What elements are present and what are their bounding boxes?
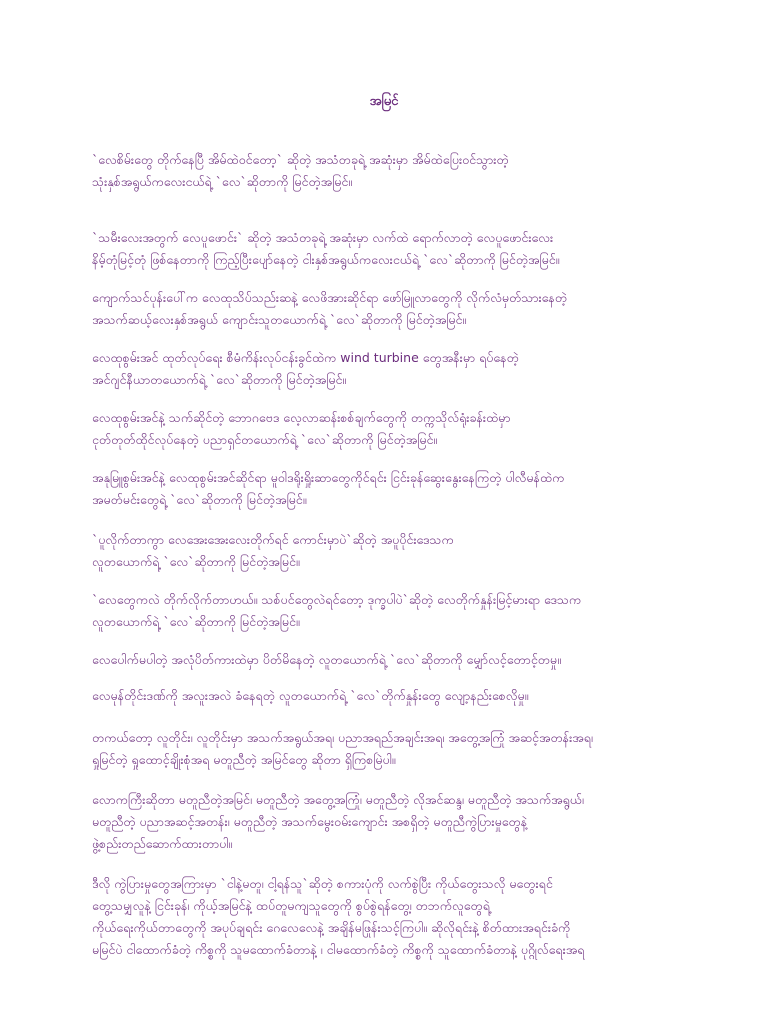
paragraph-7 — [92, 529, 712, 573]
paragraph-line: လေထုစွမ်းအင် ထုတ်လုပ်ရေး စီမံကိန်းလုပ်ငန်းခွင်ထဲက wind turbine တွေအနီးမှာ ရပ်နေတဲ့ — [92, 350, 519, 365]
paragraph-11 — [92, 727, 712, 771]
paragraph-line: အမတ်မင်းတွေရဲ့ `လေ`ဆိုတာကို မြင်တဲ့အမြင်။ — [92, 492, 307, 507]
paragraph-line: `လေတွေကလဲ တိုက်လိုက်တာဟယ်။ သစ်ပင်တွေလဲရင်တော့ ဒုက္ခပါပဲ`ဆိုတဲ့ လေတိုက်နှုန်းမြင့်မားရာ ဒေသက — [92, 592, 582, 607]
paragraph-line: လေထုစွမ်းအင်နဲ့ သက်ဆိုင်တဲ့ ဘောဂဗေဒ လေ့လာဆန်းစစ်ချက်တွေကို တက္ကသိုလ်ရုံးခန်းထဲမှာ — [92, 410, 511, 425]
paragraph-line: မတူညီတဲ့ ပညာအဆင့်အတန်း၊ မတူညီတဲ့ အသက်မွေးဝမ်းကျောင်း အစရှိတဲ့ မတူညီကွဲပြားမှုတွေနဲ့ — [92, 814, 528, 829]
paragraph-line: အနုမြူစွမ်းအင်နဲ့ လေထုစွမ်းအင်ဆိုင်ရာ မူဝါဒရိုးရှိုးဆာတွေကိုင်ရင်း ငြင်းခုန်ဆွေးနွေးနေကြတဲ့ ပါလီမန်ထဲက — [92, 470, 565, 485]
paragraph-line: လောကကြီးဆိုတာ မတူညီတဲ့အမြင်၊ မတူညီတဲ့ အတွေ့အကြုံ၊ မတူညီတဲ့ လိုအင်ဆန္ဒ၊ မတူညီတဲ့ အသက်အရွယ်၊ — [92, 792, 584, 807]
paragraph-line: လေမုန်တိုင်းဒဏ်ကို အလူးအလဲ ခံနေရတဲ့ လူတယောက်ရဲ့ `လေ`တိုက်နှုန်းတွေ လျော့နည်းစေလိုမှု။ — [92, 688, 529, 703]
paragraph-4 — [92, 347, 712, 391]
paragraph-12 — [92, 789, 712, 855]
paragraph-line: ဖွဲ့စည်းတည်ဆောက်ထားတာပါ။ — [92, 836, 233, 851]
paragraph-line: အသက်ဆယ့်လေးနှစ်အရွယ် ကျောင်းသူတယောက်ရဲ့ `လေ`ဆိုတာကို မြင်တဲ့အမြင်။ — [92, 312, 467, 327]
paragraph-line: `လေစိမ်းတွေ တိုက်နေပြီ အိမ်ထဲဝင်တော့` ဆိုတဲ့ အသံတခုရဲ့ အဆုံးမှာ အိမ်ထဲပြေးဝင်သွားတဲ့ — [92, 152, 509, 167]
paragraph-2 — [92, 227, 712, 271]
paragraph-line: တွေ့သမျှလူနဲ့ ငြင်းခုန်၊ ကိုယ့်အမြင်နဲ့ ထပ်တူမကျသူတွေကို စွပ်စွဲရန်တွေ့၊ တဘက်လူတွေရဲ့ — [92, 898, 490, 913]
paragraph-line: အင်ဂျင်နီယာတယောက်ရဲ့ `လေ`ဆိုတာကို မြင်တဲ့အမြင်။ — [92, 372, 347, 387]
paragraph-line: လေပေါက်မပါတဲ့ အလုံပိတ်ကားထဲမှာ ပိတ်မိနေတဲ့ လူတယောက်ရဲ့ `လေ`ဆိုတာကို မျှော်လင့်တောင့်တမှု။ — [92, 652, 561, 667]
paragraph-line: ကိုယ်ရေးကိုယ်တာတွေကို အပုပ်ချရင်း ဂေလေလေနဲ့ အချိန်မဖြုန်းသင့်ကြပါ။ ဆိုလိုရင်းနဲ့ စိတ်ထားအရင်းခံကို — [92, 920, 571, 935]
document-title: အမြင် — [369, 94, 399, 109]
paragraph-8 — [92, 589, 712, 633]
paragraph-1 — [92, 149, 712, 193]
paragraph-13 — [92, 873, 712, 961]
paragraph-line: ကျောက်သင်ပုန်းပေါ်က လေထုသိပ်သည်းဆနဲ့ လေဖိအားဆိုင်ရာ ဖော်မြူလာတွေကို လိုက်လံမှတ်သားနေတဲ့ — [92, 290, 568, 305]
paragraph-line: မမြင်ပဲ ငါထောက်ခံတဲ့ ကိစ္စကို သူမထောက်ခံတာနဲ့ ၊ ငါမထောက်ခံတဲ့ ကိစ္စကို သူထောက်ခံတာနဲ့ ပုဂ္ဂိုလ်ရေးအရ — [92, 942, 585, 957]
paragraph-line: တကယ်တော့ လူတိုင်း၊ လူတိုင်းမှာ အသက်အရွယ်အရ၊ ပညာအရည်အချင်းအရ၊ အတွေ့အကြုံ အဆင့်အတန်းအရ၊ — [92, 730, 593, 745]
paragraph-line: ဒီလို ကွဲပြားမှုတွေအကြားမှာ `ငါနဲ့မတူ၊ ငါ့ရန်သူ`ဆိုတဲ့ စကားပုံကို လက်စွဲပြီး ကိုယ်တွေးသလို မတွေးရင် — [92, 876, 553, 891]
paragraph-line: နိမ့်တုံမြင့်တုံ ဖြစ်နေတာကို ကြည့်ပြီးပျော်နေတဲ့ ငါးနှစ်အရွယ်ကလေးငယ်ရဲ့ `လေ`ဆိုတာကို မြင်တဲ့အမြင်။ — [92, 252, 560, 267]
paragraph-3 — [92, 287, 712, 331]
paragraph-5 — [92, 407, 712, 451]
paragraph-line: လူတယောက်ရဲ့ `လေ`ဆိုတာကို မြင်တဲ့အမြင်။ — [92, 554, 300, 569]
paragraph-9 — [92, 649, 712, 671]
paragraph-line: `သမီးလေးအတွက် လေပူဖောင်း` ဆိုတဲ့ အသံတခုရဲ့ အဆုံးမှာ လက်ထဲ ရောက်လာတဲ့ လေပူဖောင်းလေး — [92, 230, 554, 245]
paragraph-line: သုံးနှစ်အရွယ်ကလေးငယ်ရဲ့ `လေ`ဆိုတာကို မြင်တဲ့အမြင်။ — [92, 174, 353, 189]
paragraph-line: ငုတ်တုတ်ထိုင်လုပ်နေတဲ့ ပညာရှင်တယောက်ရဲ့ `လေ`ဆိုတာကို မြင်တဲ့အမြင်။ — [92, 432, 438, 447]
paragraph-6 — [92, 467, 712, 511]
paragraph-line: လူတယောက်ရဲ့ `လေ`ဆိုတာကို မြင်တဲ့အမြင်။ — [92, 614, 300, 629]
paragraph-10 — [92, 685, 712, 707]
paragraph-line: `ပူလိုက်တာကွာ လေအေးအေးလေးတိုက်ရင် ကောင်းမှာပဲ`ဆိုတဲ့ အပူပိုင်းဒေသက — [92, 532, 454, 547]
paragraph-line: ရှုမြင်တဲ့ ရှုထောင့်ချိုးစုံအရ မတူညီတဲ့ အမြင်တွေ ဆိုတာ ရှိကြစမြဲပါ။ — [92, 752, 396, 767]
